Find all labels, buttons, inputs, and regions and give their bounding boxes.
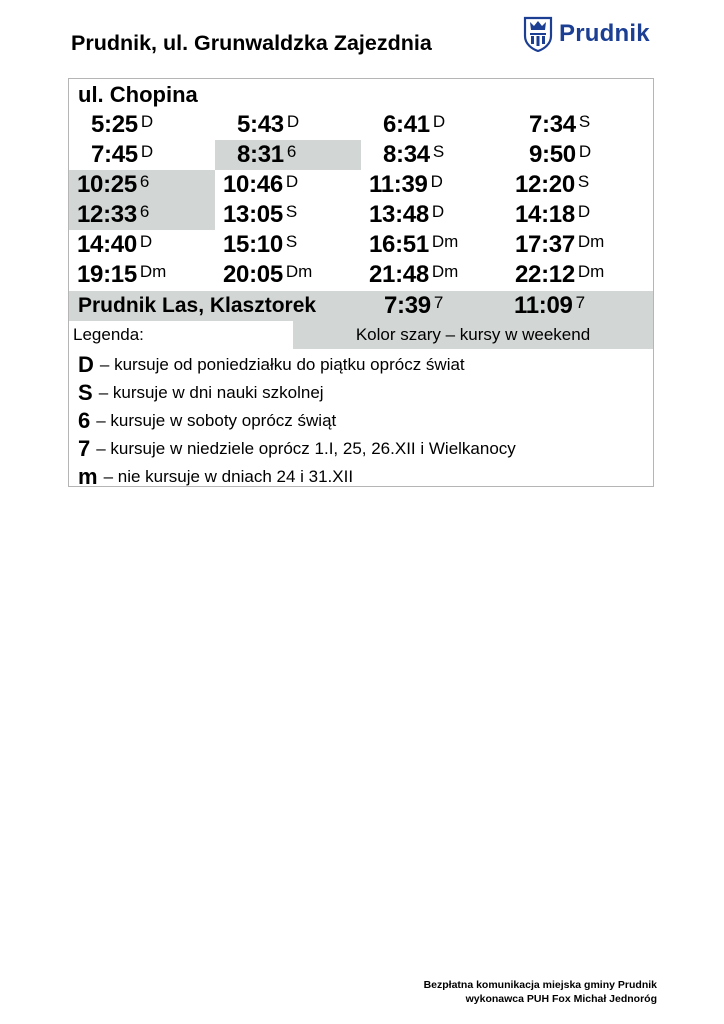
weekend-note: Kolor szary – kursy w weekend [293,321,653,349]
departure-cell [361,260,507,290]
departure-row [69,170,653,200]
legend-text: – kursuje od poniedziałku do piątku oprócz świat [99,355,465,374]
legend-list [78,351,516,491]
departure-time: 12:20 [515,171,575,198]
other-stop-name: Prudnik Las, Klasztorek [78,294,317,317]
departure-cell [507,110,653,140]
departure-time: 13:48 [369,201,429,228]
departure-grid [69,110,653,290]
legend-text: – kursuje w niedziele oprócz 1.I, 25, 26.XII i Wielkanocy [96,439,516,458]
departure-symbol: 7 [433,293,444,312]
departure-cell [361,140,507,170]
logo [523,16,650,52]
departure-symbol: 6 [286,142,297,161]
stop-name: ul. Chopina [78,82,198,107]
legend-item [78,407,516,435]
legend-text: – nie kursuje w dniach 24 i 31.XII [103,467,354,486]
departure-symbol: S [432,142,445,161]
legend-code: 6 [78,408,91,433]
departure-cell [507,170,653,200]
departure-row [69,110,653,140]
legend-item [78,463,516,491]
departure-cell-weekend [69,200,215,230]
departure-symbol: D [139,232,153,251]
departure-time: 5:25 [91,111,138,138]
departure-symbol: Dm [139,262,167,281]
other-stop-departure [514,292,585,320]
coat-of-arms-icon [523,16,553,52]
departure-row [69,260,653,290]
departure-cell [69,230,215,260]
logo-text: Prudnik [559,20,650,47]
departure-symbol: 6 [139,202,150,221]
departure-time: 16:51 [369,231,429,258]
departure-time: 14:40 [77,231,137,258]
legend-header [69,321,653,349]
departure-row [69,230,653,260]
departure-symbol: D [578,142,592,161]
departure-time: 14:18 [515,201,575,228]
legend-label: Legenda: [73,325,144,344]
departure-symbol: 6 [139,172,150,191]
departure-time: 19:15 [77,261,137,288]
departure-time: 10:46 [223,171,283,198]
departure-symbol: S [285,232,298,251]
departure-cell [69,140,215,170]
departure-row [69,200,653,230]
page-title: Prudnik, ul. Grunwaldzka Zajezdnia [71,31,432,55]
departure-cell [215,200,361,230]
departure-cell [69,110,215,140]
departure-cell [361,200,507,230]
departure-cell [215,110,361,140]
departure-time: 11:09 [514,292,573,319]
departure-symbol: Dm [285,262,313,281]
footer [424,979,657,1006]
departure-time: 8:34 [383,141,430,168]
departure-time: 8:31 [237,141,284,168]
departure-symbol: D [286,112,300,131]
departure-time: 12:33 [77,201,137,228]
departure-time: 17:37 [515,231,575,258]
departure-cell [507,140,653,170]
departure-time: 15:10 [223,231,283,258]
departure-cell-weekend [215,140,361,170]
departure-row [69,140,653,170]
departure-symbol: D [430,172,443,191]
departure-cell [215,230,361,260]
departure-time: 6:41 [383,111,430,138]
departure-symbol: D [431,202,445,221]
legend-text: – kursuje w dni nauki szkolnej [98,383,324,402]
departure-cell [507,260,653,290]
legend-item [78,351,516,379]
departure-symbol: S [285,202,298,221]
departure-cell-weekend [69,170,215,200]
departure-symbol: S [578,112,591,131]
legend-item [78,435,516,463]
footer-line: wykonawca PUH Fox Michał Jednoróg [465,992,657,1005]
departure-symbol: Dm [577,262,605,281]
other-stop-departure [384,292,514,320]
departure-time: 22:12 [515,261,575,288]
departure-time: 7:39 [384,292,431,319]
departure-symbol: D [432,112,446,131]
legend-code: D [78,352,94,377]
departure-symbol: Dm [431,232,459,251]
departure-symbol: D [285,172,299,191]
departure-symbol: D [140,142,154,161]
departure-time: 7:34 [529,111,576,138]
departure-time: 5:43 [237,111,284,138]
departure-symbol: D [577,202,591,221]
legend-code: S [78,380,93,405]
departure-time: 9:50 [529,141,576,168]
timetable-board [68,78,654,487]
legend-code: m [78,464,98,489]
departure-time: 20:05 [223,261,283,288]
departure-cell [361,110,507,140]
departure-symbol: Dm [431,262,459,281]
other-stop-row [69,291,653,321]
departure-cell [215,170,361,200]
departure-time: 13:05 [223,201,283,228]
departure-cell [507,230,653,260]
departure-cell [507,200,653,230]
departure-cell [361,230,507,260]
departure-time: 21:48 [369,261,429,288]
departure-time: 11:39 [369,171,428,198]
legend-code: 7 [78,436,91,461]
departure-cell [361,170,507,200]
departure-symbol: Dm [577,232,605,251]
departure-time: 7:45 [91,141,138,168]
legend-item [78,379,516,407]
departure-cell [215,260,361,290]
legend-text: – kursuje w soboty oprócz świąt [96,411,337,430]
footer-line: Bezpłatna komunikacja miejska gminy Prudnik [423,979,657,991]
departure-symbol: D [140,112,154,131]
departure-symbol: S [577,172,590,191]
departure-time: 10:25 [77,171,137,198]
departure-cell [69,260,215,290]
departure-symbol: 7 [575,293,586,312]
